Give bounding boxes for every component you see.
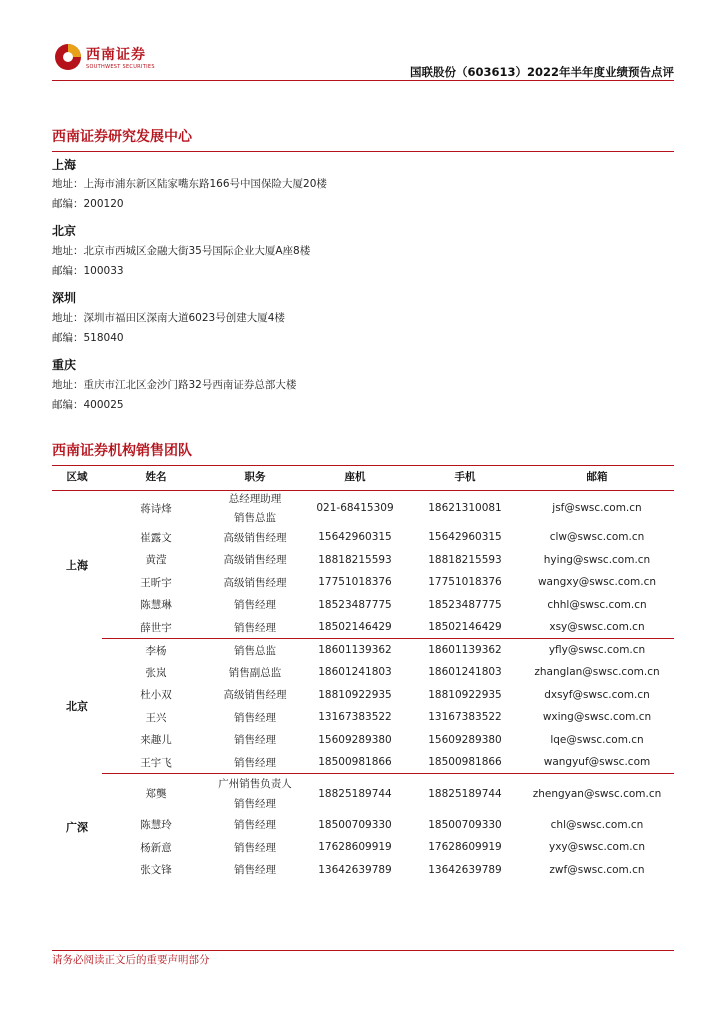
title-cell: 销售经理 (210, 751, 300, 774)
phone-cell: 13642639789 (318, 863, 392, 876)
mobile-cell: 18601139362 (428, 644, 502, 656)
table-row (52, 859, 674, 882)
title-line: 销售经理 (234, 798, 276, 811)
email-cell: yfly@swsc.com.cn (548, 644, 646, 656)
table-row (52, 836, 674, 859)
phone-cell: 18500981866 (300, 751, 410, 774)
table-row (52, 594, 674, 617)
mobile-cell: 18601241803 (428, 666, 502, 679)
phone-cell: 18502146429 (300, 616, 410, 639)
mobile-cell: 18818215593 (428, 553, 502, 566)
name-cell: 薛世宇 (102, 616, 210, 639)
mobile-cell: 18621310081 (428, 502, 502, 515)
title-cell: 高级销售经理 (223, 554, 287, 567)
phone-cell: 17751018376 (318, 576, 392, 589)
phone-cell: 18825189744 (318, 787, 392, 800)
office-address-shenzhen: 地址：深圳市福田区深南大道6023号创建大厦4楼 (52, 312, 285, 324)
region-cell: 北京 (66, 700, 88, 713)
table-row (52, 729, 674, 752)
name-cell: 杜小双 (140, 689, 172, 702)
mobile-cell: 18502146429 (410, 616, 520, 639)
email-cell: xsy@swsc.com.cn (520, 616, 674, 639)
mobile-cell: 13642639789 (428, 863, 502, 876)
name-cell: 王宇飞 (102, 751, 210, 774)
title-line: 销售总监 (234, 512, 276, 525)
table-row (52, 751, 674, 774)
title-cell: 销售经理 (234, 819, 276, 832)
name-cell: 崔露文 (140, 531, 172, 544)
title-cell: 高级销售经理 (223, 576, 287, 589)
table-row (52, 616, 674, 639)
title-cell: 销售经理 (234, 734, 276, 747)
phone-cell: 18810922935 (318, 688, 392, 701)
name-cell: 张文锋 (140, 864, 172, 877)
office-city-chongqing: 重庆 (52, 358, 77, 372)
email-cell: yxy@swsc.com.cn (549, 841, 645, 854)
footer-disclaimer: 请务必阅读正文后的重要声明部分 (52, 954, 210, 966)
phone-cell: 13167383522 (318, 711, 392, 724)
mobile-cell: 18500981866 (410, 751, 520, 774)
sales-team-table (52, 464, 674, 881)
title-cell: 高级销售经理 (223, 689, 287, 702)
office-city-shanghai: 上海 (52, 158, 77, 172)
email-cell: jsf@swsc.com.cn (552, 502, 642, 515)
phone-cell: 18601139362 (318, 644, 392, 656)
office-city-shenzhen: 深圳 (52, 291, 77, 305)
column-header-title: 职务 (210, 464, 300, 490)
email-cell: zwf@swsc.com.cn (549, 863, 645, 876)
logo-text-en: SOUTHWEST SECURITIES (86, 64, 155, 70)
email-cell: lqe@swsc.com.cn (550, 733, 644, 746)
email-cell: wangyuf@swsc.com (520, 751, 674, 774)
column-header-phone: 座机 (300, 464, 410, 490)
mobile-cell: 15642960315 (428, 531, 502, 544)
column-header-email: 邮箱 (520, 464, 674, 490)
footer-divider (52, 950, 674, 951)
page-header (52, 40, 674, 82)
phone-cell: 18500709330 (318, 818, 392, 831)
title-cell (210, 490, 300, 526)
email-cell: dxsyf@swsc.com.cn (544, 688, 650, 701)
sales-team-heading: 西南证券机构销售团队 (52, 440, 674, 466)
email-cell: wxing@swsc.com.cn (542, 711, 652, 724)
title-cell: 销售经理 (234, 864, 276, 877)
mobile-cell: 18523487775 (428, 598, 502, 611)
title-line: 广州销售负责人 (218, 778, 292, 791)
name-cell: 来趣儿 (140, 734, 172, 747)
title-cell: 销售副总监 (228, 666, 282, 679)
table-row (52, 706, 674, 729)
title-cell: 销售经理 (210, 616, 300, 639)
email-cell: chhl@swsc.com.cn (547, 598, 647, 611)
name-cell: 郑龑 (145, 788, 167, 801)
title-cell: 高级销售经理 (223, 531, 287, 544)
email-cell: hying@swsc.com.cn (543, 553, 651, 566)
email-cell: zhengyan@swsc.com.cn (532, 787, 662, 800)
name-cell: 李杨 (145, 644, 167, 657)
table-row (52, 684, 674, 707)
office-postcode-chongqing: 邮编：400025 (52, 399, 124, 411)
column-header-mobile: 手机 (410, 464, 520, 490)
office-postcode-beijing: 邮编：100033 (52, 265, 124, 277)
name-cell: 张岚 (145, 666, 167, 679)
report-title: 国联股份（603613）2022年半年度业绩预告点评 (409, 65, 674, 79)
column-header-region: 区域 (52, 464, 102, 490)
company-logo (52, 40, 155, 74)
email-cell: clw@swsc.com.cn (549, 531, 645, 544)
office-address-shanghai: 地址：上海市浦东新区陆家嘴东路166号中国保险大厦20楼 (52, 178, 327, 190)
table-row (52, 526, 674, 549)
office-postcode-shanghai: 邮编：200120 (52, 198, 124, 210)
office-address-chongqing: 地址：重庆市江北区金沙门路32号西南证券总部大楼 (52, 379, 297, 391)
table-row (52, 814, 674, 837)
title-cell: 销售经理 (234, 711, 276, 724)
logo-emblem-icon (54, 43, 82, 71)
email-cell: wangxy@swsc.com.cn (537, 576, 657, 589)
email-cell: chl@swsc.com.cn (550, 818, 644, 831)
phone-cell: 15642960315 (318, 531, 392, 544)
title-cell (210, 774, 300, 814)
mobile-cell: 13167383522 (428, 711, 502, 724)
header-divider (52, 80, 674, 81)
logo-text-cn: 西南证券 (86, 47, 146, 63)
research-center-heading: 西南证券研究发展中心 (52, 126, 674, 152)
office-postcode-shenzhen: 邮编：518040 (52, 332, 124, 344)
table-row (52, 549, 674, 572)
name-cell: 陈慧玲 (140, 819, 172, 832)
phone-cell: 18601241803 (318, 666, 392, 679)
name-cell: 蒋诗烽 (140, 502, 172, 515)
mobile-cell: 18825189744 (428, 787, 502, 800)
table-row (52, 571, 674, 594)
mobile-cell: 15609289380 (428, 733, 502, 746)
mobile-cell: 18810922935 (428, 688, 502, 701)
office-city-beijing: 北京 (52, 224, 77, 238)
title-cell: 销售总监 (234, 644, 276, 657)
mobile-cell: 17751018376 (428, 576, 502, 589)
name-cell: 黄滢 (145, 554, 167, 567)
name-cell: 杨新意 (140, 841, 172, 854)
column-header-name: 姓名 (102, 464, 210, 490)
phone-cell: 021-68415309 (316, 502, 394, 515)
region-cell: 上海 (66, 558, 88, 572)
table-row (52, 639, 674, 662)
name-cell: 王兴 (145, 711, 167, 724)
phone-cell: 18523487775 (318, 598, 392, 611)
phone-cell: 17628609919 (318, 841, 392, 854)
table-row (52, 774, 674, 814)
phone-cell: 15609289380 (318, 733, 392, 746)
title-cell: 销售经理 (234, 599, 276, 612)
name-cell: 王昕宇 (140, 576, 172, 589)
mobile-cell: 17628609919 (428, 841, 502, 854)
name-cell: 陈慧琳 (140, 599, 172, 612)
mobile-cell: 18500709330 (428, 818, 502, 831)
title-cell: 销售经理 (234, 841, 276, 854)
region-cell: 广深 (66, 821, 88, 835)
email-cell: zhanglan@swsc.com.cn (534, 666, 660, 679)
title-line: 总经理助理 (228, 493, 282, 506)
table-row (52, 490, 674, 526)
phone-cell: 18818215593 (318, 553, 392, 566)
table-header-row (52, 464, 674, 490)
office-address-beijing: 地址：北京市西城区金融大街35号国际企业大厦A座8楼 (52, 245, 311, 257)
table-row (52, 661, 674, 684)
